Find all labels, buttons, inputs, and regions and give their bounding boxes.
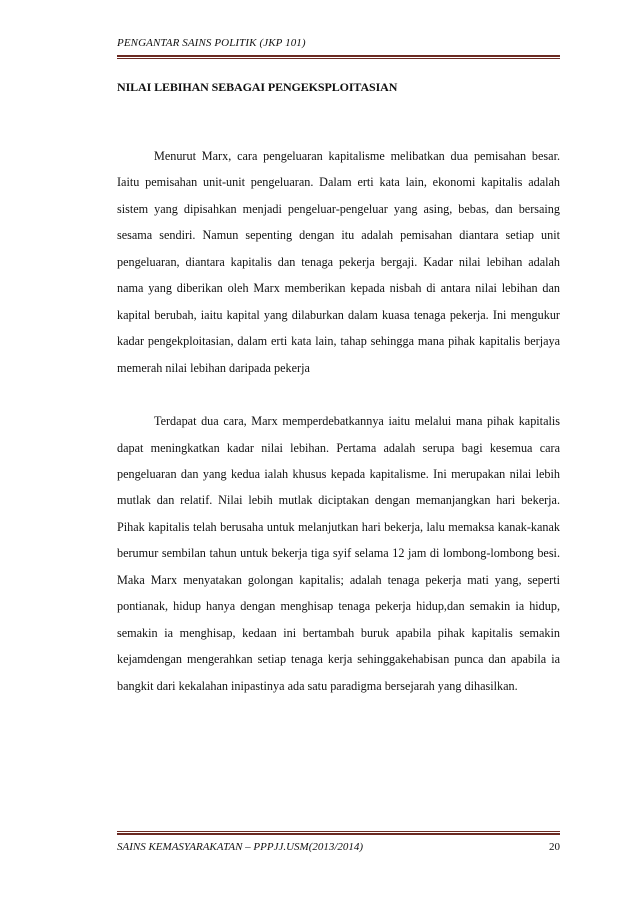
body-text xyxy=(117,143,560,699)
running-header: PENGANTAR SAINS POLITIK (JKP 101) xyxy=(117,37,306,49)
paragraph-1: Menurut Marx, cara pengeluaran kapitalisme melibatkan dua pemisahan besar. Iaitu pemisahan unit-unit pengeluaran. Dalam erti kata lain, ekonomi kapitalis adalah sistem yang dipisahkan menjadi pengeluar-pengeluar yang asing, bebas, dan bersaing sesama sendiri. Namun sepenting dengan itu adalah pemisahan diantara setiap unit pengeluaran, diantara kapitalis dan tenaga pekerja bergaji. Kadar nilai lebihan adalah nama yang diberikan oleh Marx memberikan kepada nisbah di antara nilai lebihan dan kapital berubah, iaitu kapital yang dilaburkan dalam kuasa tenaga pekerja. Ini mengukur kadar pengekploitasian, dalam erti kata lain, tahap sehingga mana pihak kapitalis berjaya memerah nilai lebihan daripada pekerja xyxy=(117,149,560,375)
section-title: NILAI LEBIHAN SEBAGAI PENGEKSPLOITASIAN xyxy=(117,80,398,94)
page-number: 20 xyxy=(549,841,560,853)
header-rule xyxy=(117,55,560,59)
running-footer: SAINS KEMASYARAKATAN – PPPJJ.USM(2013/2014) xyxy=(117,841,364,853)
footer-rule xyxy=(117,831,560,835)
paragraph-2: Terdapat dua cara, Marx memperdebatkannya iaitu melalui mana pihak kapitalis dapat meningkatkan kadar nilai lebihan. Pertama adalah serupa bagi kesemua cara pengeluaran dan yang kedua ialah khusus kepada kapitalisme. Ini merupakan nilai lebih mutlak dan relatif. Nilai lebih mutlak diciptakan dengan memanjangkan hari bekerja. Pihak kapitalis telah berusaha untuk melanjutkan hari bekerja, lalu memaksa kanak-kanak berumur sembilan tahun untuk bekerja tiga syif selama 12 jam di lombong-lombong besi. Maka Marx menyatakan golongan kapitalis; adalah tenaga pekerja mati yang, seperti pontianak, hidup hanya dengan menghisap tenaga pekerja hidup,dan semakin ia hidup, semakin ia menghisap, kedaan ini bertambah buruk apabila pihak kapitalis semakin kejamdengan mengerahkan setiap tenaga kerja sehinggakehabisan punca dan apabila ia bangkit dari kekalahan inipastinya ada satu paradigma bersejarah yang dihasilkan. xyxy=(117,414,560,693)
